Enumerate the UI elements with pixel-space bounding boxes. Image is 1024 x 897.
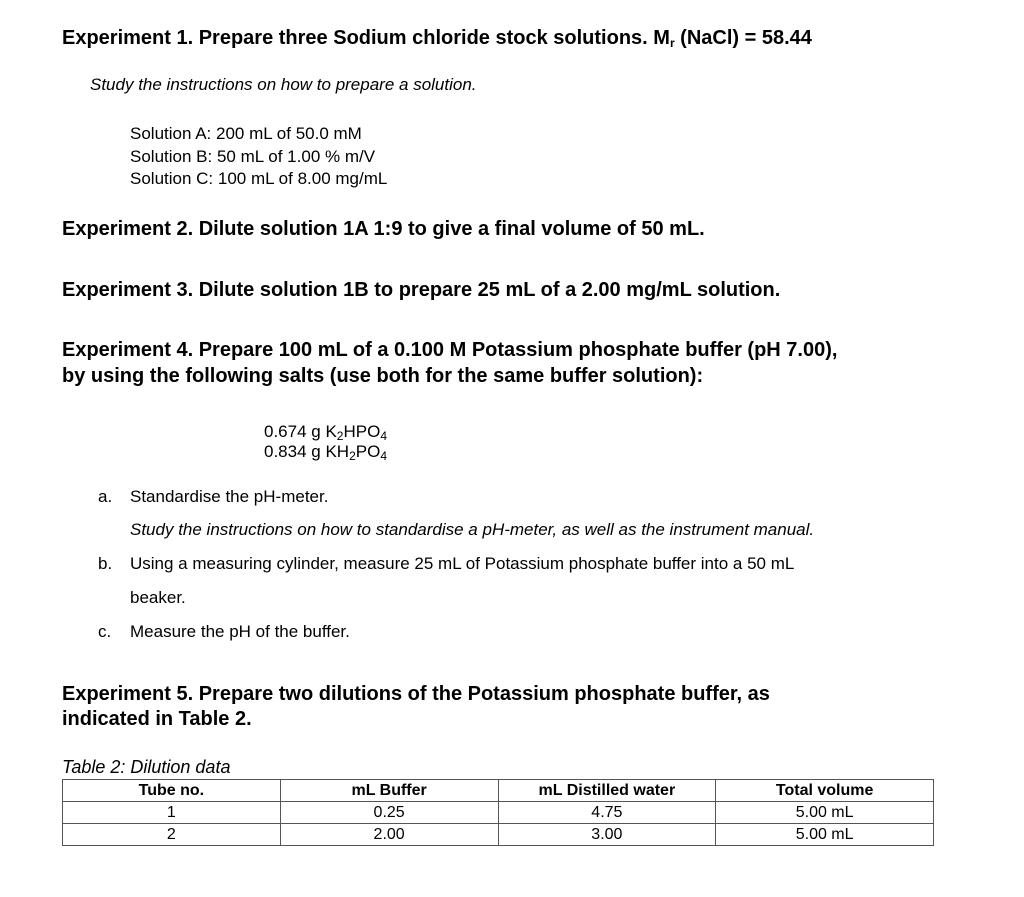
exp1-heading-subscript: r xyxy=(669,36,675,50)
exp1-heading-pre: Experiment 1. Prepare three Sodium chloride stock solutions. M xyxy=(62,27,670,49)
solution-b: Solution B: 50 mL of 1.00 % m/V xyxy=(130,147,376,166)
salt-2-sub1: 2 xyxy=(349,449,356,463)
step-b-text-cont: beaker. xyxy=(130,588,186,607)
col-header-water: mL Distilled water xyxy=(498,780,716,802)
col-header-tube: Tube no. xyxy=(63,780,281,802)
table-row xyxy=(63,824,934,846)
solution-a: Solution A: 200 mL of 50.0 mM xyxy=(130,124,362,143)
step-a-text: Standardise the pH-meter. xyxy=(130,487,329,506)
col-header-buffer: mL Buffer xyxy=(280,780,498,802)
step-c-text: Measure the pH of the buffer. xyxy=(130,622,350,641)
exp1-heading xyxy=(62,25,812,51)
table-header-row xyxy=(63,780,934,802)
exp2-heading: Experiment 2. Dilute solution 1A 1:9 to give a final volume of 50 mL. xyxy=(62,218,705,240)
step-b-marker: b. xyxy=(98,554,113,573)
salt-k2hpo4 xyxy=(264,421,387,443)
dilution-table xyxy=(62,779,934,846)
cell-buffer: 0.25 xyxy=(280,802,498,824)
salt-2-mid: PO xyxy=(355,442,381,461)
salt-1-mass: 0.674 g K xyxy=(264,422,337,441)
step-b-text: Using a measuring cylinder, measure 25 mL of Potassium phosphate buffer into a 50 mL xyxy=(130,554,795,573)
exp5-heading-line2: indicated in Table 2. xyxy=(62,708,252,730)
exp1-heading-post: (NaCl) = 58.44 xyxy=(674,27,812,49)
exp5-heading-line1: Experiment 5. Prepare two dilutions of the Potassium phosphate buffer, as xyxy=(62,683,770,705)
exp3-heading: Experiment 3. Dilute solution 1B to prepare 25 mL of a 2.00 mg/mL solution. xyxy=(62,279,781,301)
exp4-heading-line2: by using the following salts (use both for the same buffer solution): xyxy=(62,365,704,387)
cell-water: 3.00 xyxy=(498,824,716,846)
cell-tube: 2 xyxy=(63,824,281,846)
solution-c: Solution C: 100 mL of 8.00 mg/mL xyxy=(130,169,388,188)
cell-tube: 1 xyxy=(63,802,281,824)
step-a-marker: a. xyxy=(98,487,113,506)
exp4-heading-line1: Experiment 4. Prepare 100 mL of a 0.100 M Potassium phosphate buffer (pH 7.00), xyxy=(62,339,838,361)
salt-kh2po4 xyxy=(264,441,387,463)
cell-water: 4.75 xyxy=(498,802,716,824)
cell-total: 5.00 mL xyxy=(716,802,934,824)
exp1-instruction: Study the instructions on how to prepare a solution. xyxy=(90,75,477,94)
cell-total: 5.00 mL xyxy=(716,824,934,846)
step-c-marker: c. xyxy=(98,622,112,641)
table-row xyxy=(63,802,934,824)
salt-1-mid: HPO xyxy=(343,422,381,441)
cell-buffer: 2.00 xyxy=(280,824,498,846)
salt-2-mass: 0.834 g KH xyxy=(264,442,350,461)
step-a-note: Study the instructions on how to standardise a pH-meter, as well as the instrument manual. xyxy=(130,520,815,539)
salt-2-sub2: 4 xyxy=(380,449,387,463)
col-header-total: Total volume xyxy=(716,780,934,802)
table-caption: Table 2: Dilution data xyxy=(62,757,231,777)
salt-1-sub2: 4 xyxy=(380,429,387,443)
salt-1-sub1: 2 xyxy=(336,429,344,443)
